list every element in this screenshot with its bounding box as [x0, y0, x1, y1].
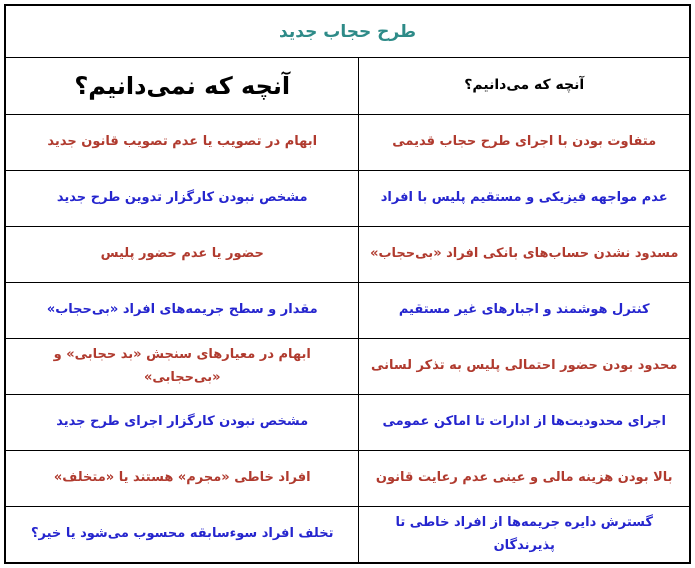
known-cell: بالا بودن هزینه مالی و عینی عدم رعایت قانون — [358, 450, 689, 506]
column-header-known: آنچه که می‌دانیم؟ — [358, 58, 689, 114]
table-title: طرح حجاب جدید — [6, 6, 689, 58]
comparison-table — [4, 4, 691, 564]
known-cell: محدود بودن حضور احتمالی پلیس به تذکر لسانی — [358, 338, 689, 394]
unknown-cell: تخلف افراد سوءسابقه محسوب می‌شود یا خیر؟ — [6, 506, 358, 562]
column-header-unknown: آنچه که نمی‌دانیم؟ — [74, 71, 291, 100]
unknown-cell: ابهام در تصویب یا عدم تصویب قانون جدید — [6, 114, 358, 170]
known-cell: متفاوت بودن با اجرای طرح حجاب قدیمی — [358, 114, 689, 170]
known-cell: مسدود نشدن حساب‌های بانکی افراد «بی‌حجاب» — [358, 226, 689, 282]
unknown-cell: مشخص نبودن کارگزار اجرای طرح جدید — [6, 394, 358, 450]
unknown-cell: مقدار و سطح جریمه‌های افراد «بی‌حجاب» — [6, 282, 358, 338]
known-cell: اجرای محدودیت‌ها از ادارات تا اماکن عمومی — [358, 394, 689, 450]
known-cell: کنترل هوشمند و اجبارهای غیر مستقیم — [358, 282, 689, 338]
known-cell: گسترش دایره جریمه‌ها از افراد خاطی تا پذیرندگان — [358, 506, 689, 562]
unknown-cell: مشخص نبودن کارگزار تدوین طرح جدید — [6, 170, 358, 226]
unknown-cell: ابهام در معیارهای سنجش «بد حجابی» و «بی‌حجابی» — [6, 338, 358, 394]
unknown-cell: حضور یا عدم حضور پلیس — [6, 226, 358, 282]
known-cell: عدم مواجهه فیزیکی و مستقیم پلیس با افراد — [358, 170, 689, 226]
unknown-cell: افراد خاطی «مجرم» هستند یا «متخلف» — [6, 450, 358, 506]
table-grid — [6, 58, 689, 562]
